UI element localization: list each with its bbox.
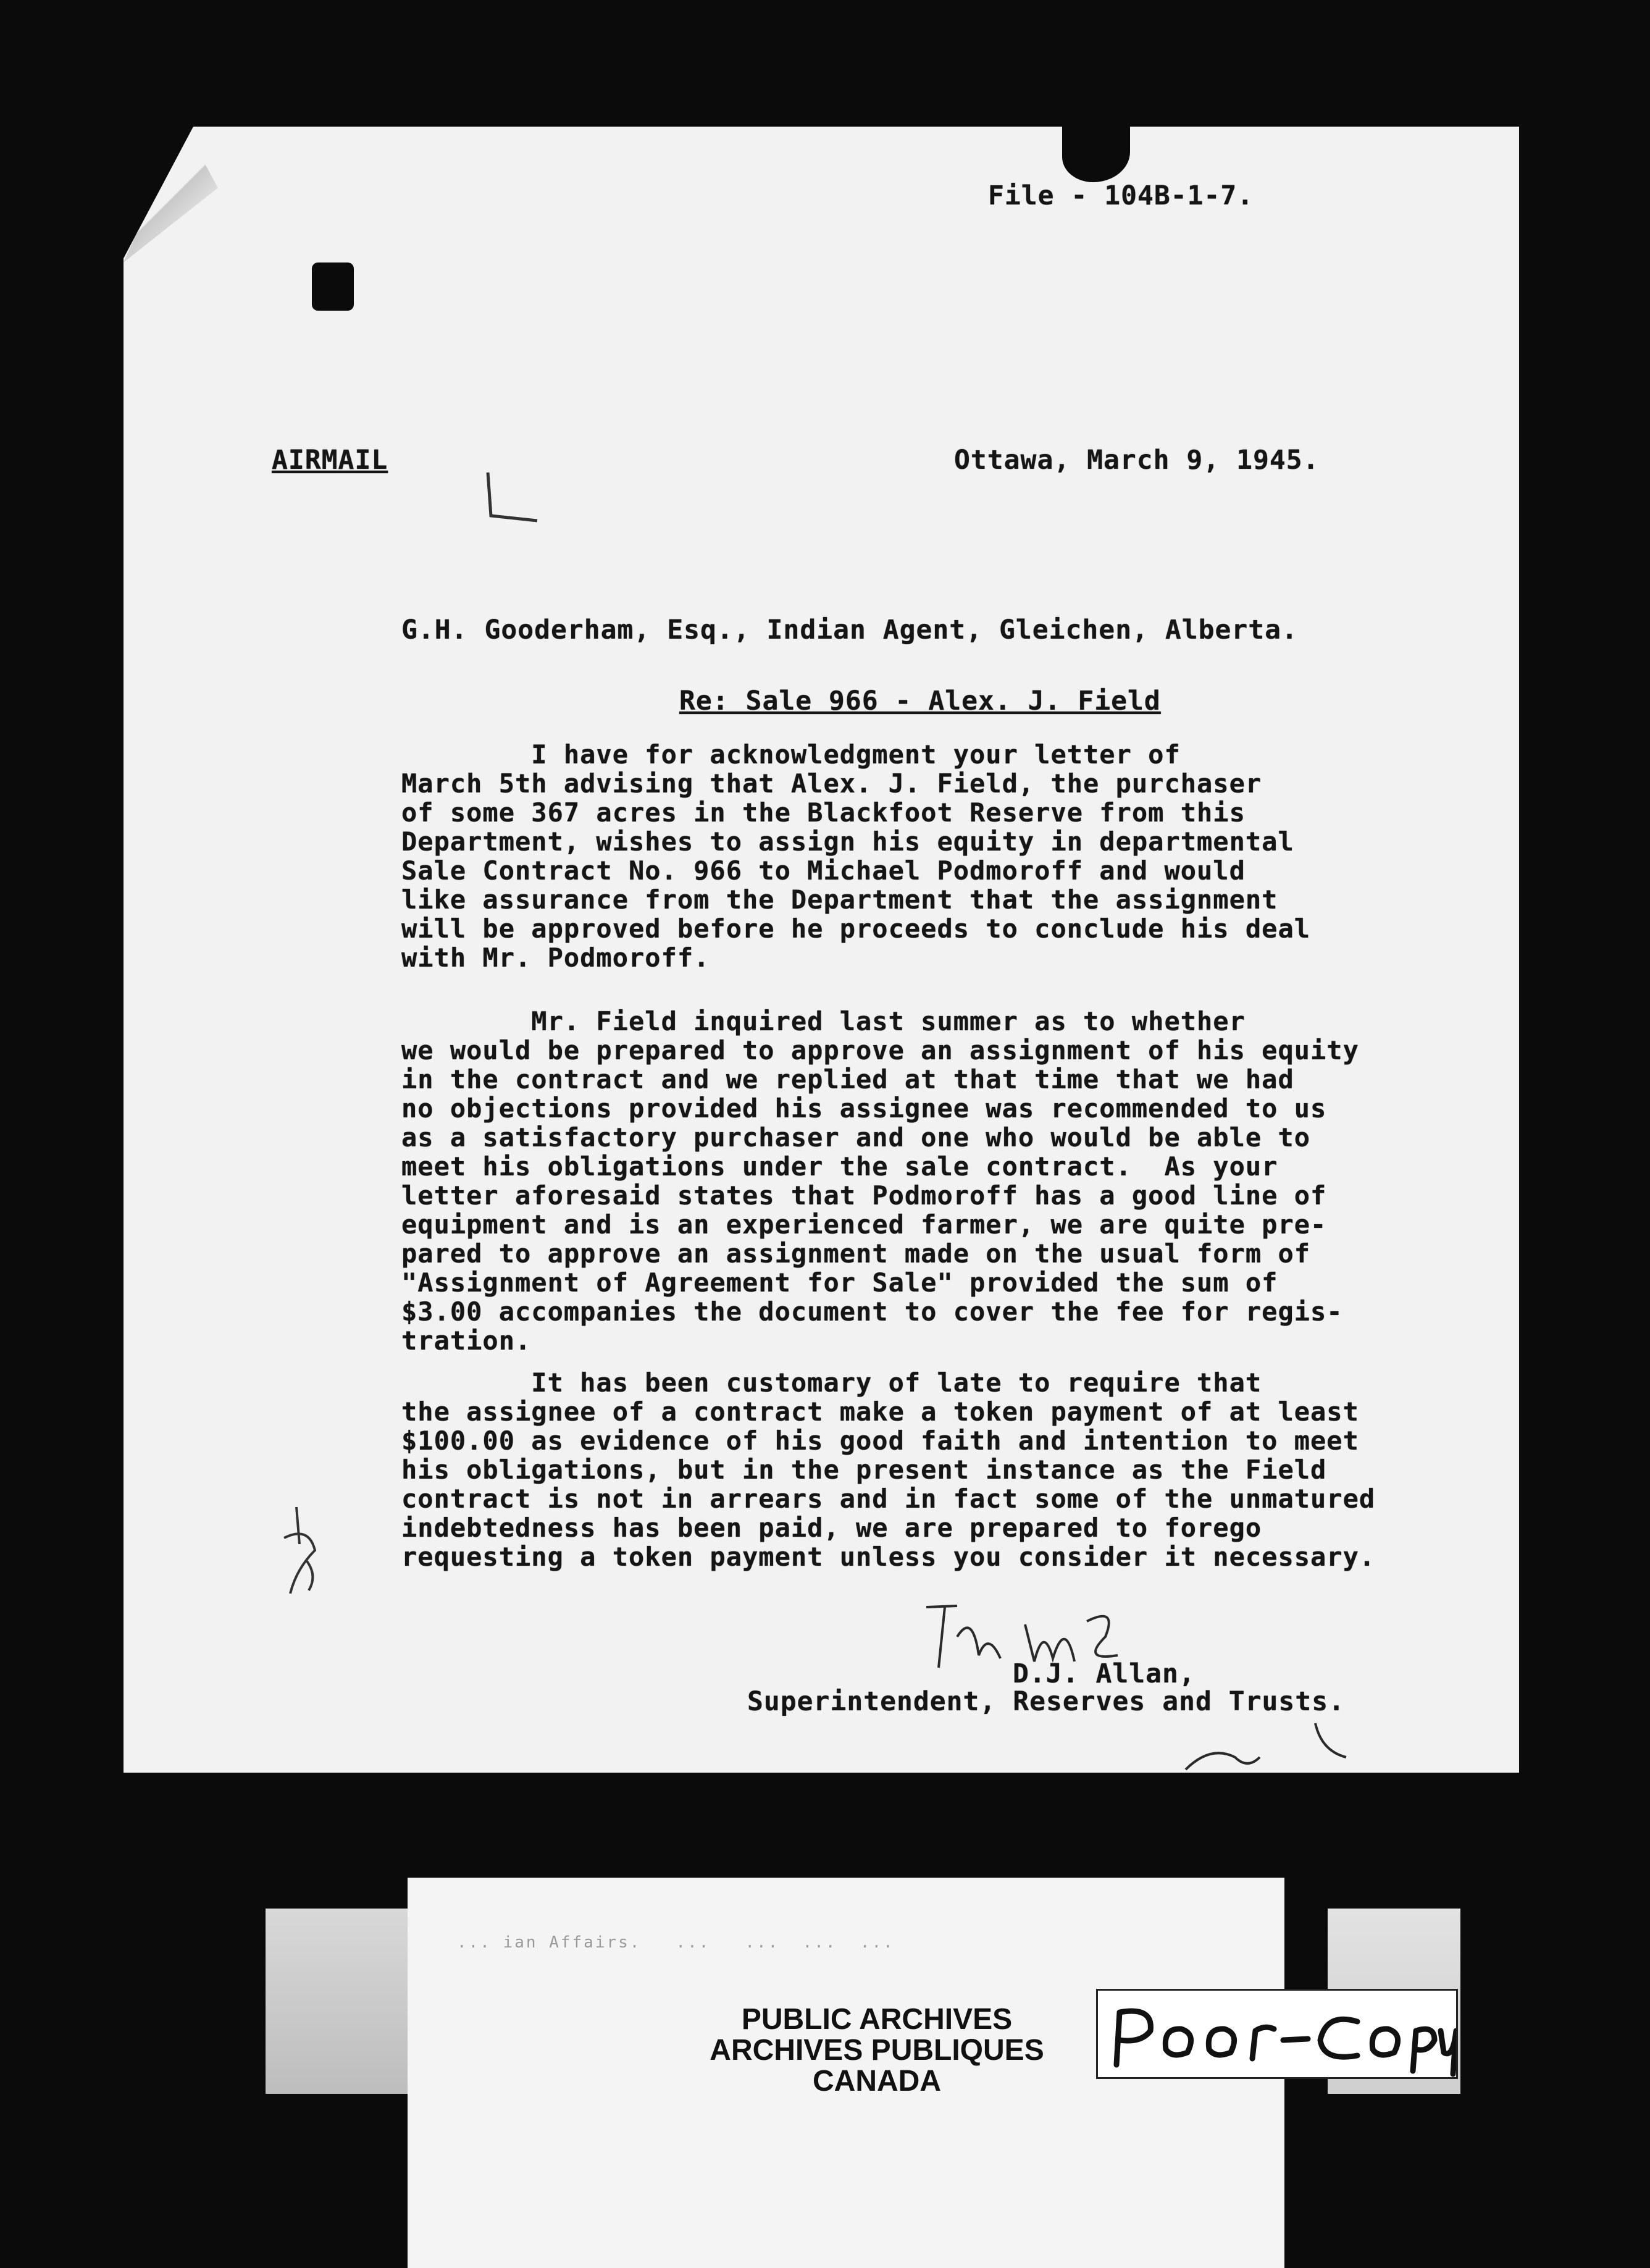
delivery-method: AIRMAIL [272, 445, 388, 476]
archives-stamp [655, 2004, 1099, 2097]
recipient-address: G.H. Gooderham, Esq., Indian Agent, Gleichen, Alberta. [401, 615, 1298, 645]
text-line: like assurance from the Department that the assignment [401, 884, 1278, 915]
text-line: $100.00 as evidence of his good faith and intention to meet [401, 1426, 1359, 1456]
text-line: $3.00 accompanies the document to cover the fee for regis- [401, 1296, 1343, 1327]
text-line: I have for acknowledgment your letter of [401, 739, 1181, 770]
text-line: Sale Contract No. 966 to Michael Podmoroff and would [401, 855, 1246, 886]
text-line: indebtedness has been paid, we are prepared to forego [401, 1513, 1262, 1543]
archive-slip-left [266, 1909, 408, 2094]
subject-line: Re: Sale 966 - Alex. J. Field [679, 686, 1161, 716]
text-line: letter aforesaid states that Podmoroff has a good line of [401, 1180, 1327, 1211]
text-line: contract is not in arrears and in fact some of the unmatured [401, 1484, 1376, 1514]
text-line: in the contract and we replied at that time that we had [401, 1064, 1294, 1094]
poor-copy-handwriting [1098, 1991, 1456, 2077]
archives-line-3: CANADA [813, 2065, 941, 2098]
paragraph-3 [401, 1368, 1451, 1571]
archives-line-1: PUBLIC ARCHIVES [741, 2003, 1013, 2036]
margin-handwritten-mark [272, 1501, 333, 1600]
text-line: of some 367 acres in the Blackfoot Reserve from this [401, 797, 1246, 828]
place-date: Ottawa, March 9, 1945. [954, 445, 1320, 476]
text-line: meet his obligations under the sale contract. As your [401, 1151, 1278, 1182]
signatory-title: Superintendent, Reserves and Trusts. [747, 1686, 1345, 1717]
text-line: requesting a token payment unless you consider it necessary. [401, 1542, 1376, 1572]
text-line: the assignee of a contract make a token payment of at least [401, 1396, 1359, 1427]
text-line: Mr. Field inquired last summer as to whether [401, 1006, 1246, 1036]
signatory-name: D.J. Allan, [1013, 1658, 1196, 1689]
archives-line-2: ARCHIVES PUBLIQUES [710, 2034, 1044, 2067]
text-line: It has been customary of late to require that [401, 1367, 1262, 1398]
punch-hole [312, 262, 354, 311]
text-line: with Mr. Podmoroff. [401, 943, 710, 973]
text-line: we would be prepared to approve an assignment of his equity [401, 1035, 1359, 1065]
text-line: equipment and is an experienced farmer, we are quite pre- [401, 1209, 1327, 1240]
text-line: his obligations, but in the present instance as the Field [401, 1455, 1327, 1485]
text-line: pared to approve an assignment made on the usual form of [401, 1238, 1311, 1269]
text-line: no objections provided his assignee was recommended to us [401, 1093, 1327, 1124]
text-line: March 5th advising that Alex. J. Field, the purchaser [401, 768, 1262, 799]
archive-faint-caption: ... ian Affairs. ... ... ... ... [457, 1933, 895, 1952]
bottom-scribble [1173, 1720, 1371, 1776]
text-line: Department, wishes to assign his equity in departmental [401, 826, 1294, 857]
handwritten-l-mark [475, 466, 550, 528]
text-line: as a satisfactory purchaser and one who would be able to [401, 1122, 1311, 1153]
poor-copy-label [1096, 1989, 1458, 2079]
file-reference: File - 104B-1-7. [988, 180, 1254, 211]
paragraph-2 [401, 1007, 1451, 1355]
text-line: tration. [401, 1325, 532, 1356]
paragraph-1 [401, 740, 1451, 972]
text-line: will be approved before he proceeds to conclude his deal [401, 914, 1311, 944]
text-line: "Assignment of Agreement for Sale" provided the sum of [401, 1267, 1278, 1298]
